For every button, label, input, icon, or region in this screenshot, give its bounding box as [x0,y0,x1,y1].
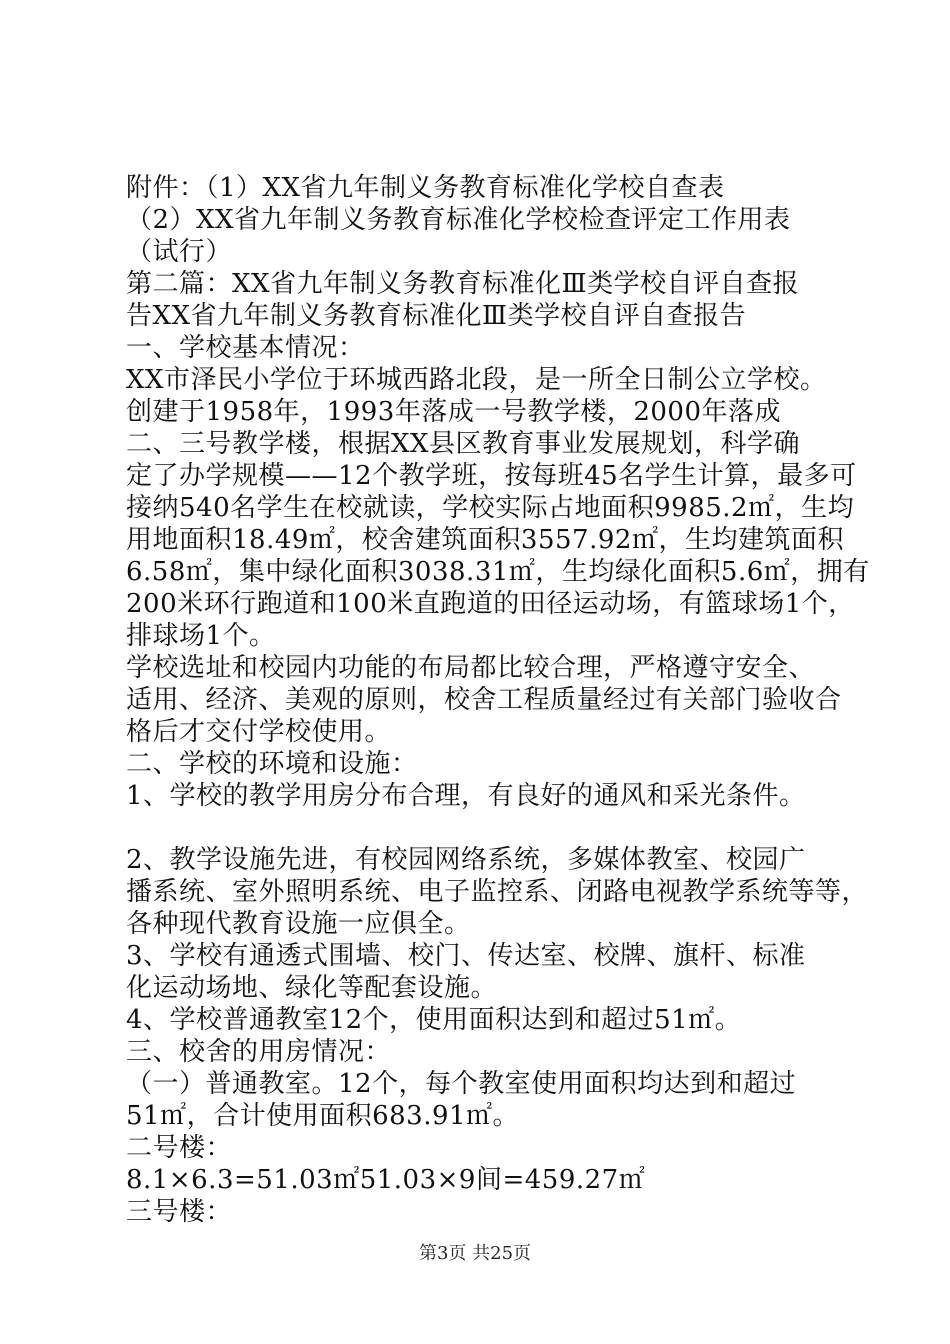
text-line: 接纳540名学生在校就读，学校实际占地面积9985.2㎡，生均 [126,493,855,523]
text-line: 一、学校基本情况： [126,333,365,363]
page-footer: 第3页 共25页 [418,1243,532,1264]
text-line: （试行） [126,237,233,267]
text-line: 创建于1958年，1993年落成一号教学楼，2000年落成 [126,397,782,427]
document-body [126,172,870,1228]
text-line: 播系统、室外照明系统、电子监控系、闭路电视教学系统等等， [126,877,869,907]
text-line: 三号楼： [126,1197,233,1227]
text-line: 第二篇：XX省九年制义务教育标准化Ⅲ类学校自评自查报 [126,269,800,299]
text-line: 告XX省九年制义务教育标准化Ⅲ类学校自评自查报告 [126,301,747,331]
text-line: 适用、经济、美观的原则，校舍工程质量经过有关部门验收合 [126,685,842,715]
text-line: 学校选址和校园内功能的布局都比较合理，严格遵守安全、 [126,653,816,683]
text-line: （一）普通教室。12个，每个教室使用面积均达到和超过 [126,1069,797,1099]
text-line: 8.1×6.3=51.03㎡51.03×9间=459.27㎡ [126,1165,646,1195]
text-line: 4、学校普通教室12个，使用面积达到和超过51㎡。 [126,1005,742,1035]
text-line: 附件：（1）XX省九年制义务教育标准化学校自查表 [126,173,725,203]
text-line: 二、三号教学楼，根据XX县区教育事业发展规划，科学确 [126,429,801,459]
text-line: 51㎡，合计使用面积683.91㎡。 [126,1101,520,1131]
text-line: 定了办学规模——12个教学班，按每班45名学生计算，最多可 [126,461,857,491]
text-line: 三、校舍的用房情况： [126,1037,392,1067]
text-line: 用地面积18.49㎡，校舍建筑面积3557.92㎡，生均建筑面积 [126,525,844,555]
text-line: XX市泽民小学位于环城西路北段，是一所全日制公立学校。 [126,365,827,395]
text-line: （2）XX省九年制义务教育标准化学校检查评定工作用表 [126,205,791,235]
text-line: 2、教学设施先进，有校园网络系统，多媒体教室、校园广 [126,845,806,875]
text-line: 化运动场地、绿化等配套设施。 [126,973,498,1003]
text-line: 格后才交付学校使用。 [126,717,392,747]
text-line: 200米环行跑道和100米直跑道的田径运动场，有篮球场1个， [126,589,855,619]
text-line: 3、学校有通透式围墙、校门、传达室、校牌、旗杆、标准 [126,941,806,971]
text-line: 二、学校的环境和设施： [126,749,418,779]
blank-line [126,812,836,844]
text-line: 6.58㎡，集中绿化面积3038.31㎡，生均绿化面积5.6㎡，拥有 [126,557,870,587]
text-line: 各种现代教育设施一应俱全。 [126,909,471,939]
text-line: 排球场1个。 [126,621,276,651]
text-line: 1、学校的教学用房分布合理，有良好的通风和采光条件。 [126,781,806,811]
text-line: 二号楼： [126,1133,233,1163]
